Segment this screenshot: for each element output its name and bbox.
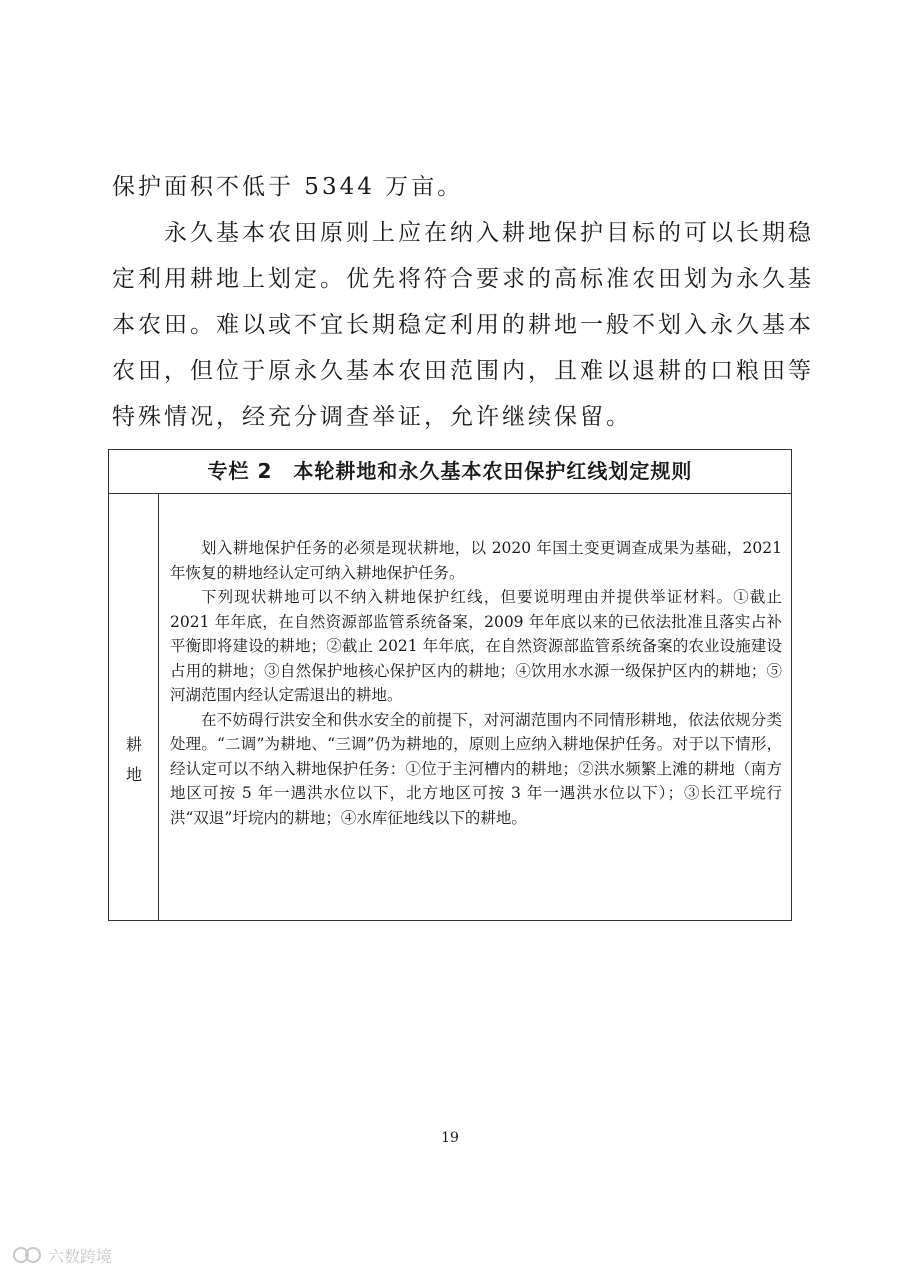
box-label-column	[109, 494, 159, 920]
box-title: 专栏 2 本轮耕地和永久基本农田保护红线划定规则	[109, 450, 791, 494]
box-paragraph-2: 下列现状耕地可以不纳入耕地保护红线，但要说明理由并提供举证材料。①截止 2021 年年底，在自然资源部监管系统备案，2009 年年底以来的已依法批准且落实占补平衡即将建设的耕地；②截止 2021 年年底，在自然资源部监管系统备案的农业设施建设占用的耕地；③自然保护地核心保护区内的耕地；④饮用水水源一级保护区内的耕地；⑤河湖范围内经认定需退出的耕地。	[170, 588, 782, 704]
body-line-1: 保护面积不低于 5344 万亩。	[112, 174, 464, 200]
box-label: 耕 地	[125, 735, 142, 784]
watermark-text: 六数跨境	[48, 1246, 113, 1266]
body-line-4: 本农田。难以或不宜长期稳定利用的耕地一般不划入永久基本	[112, 312, 814, 338]
box-paragraph-3: 在不妨碍行洪安全和供水安全的前提下，对河湖范围内不同情形耕地，依法依规分类处理。“二调”为耕地、“三调”仍为耕地的，原则上应纳入耕地保护任务。对于以下情形，经认定可以不纳入耕地保护任务：①位于主河槽内的耕地；②洪水频繁上滩的耕地（南方地区可按 5 年一遇洪水位以下，北方地区可按 3 年一遇洪水位以下）；③长江平垸行洪“双退”圩垸内的耕地；④水库征地线以下的耕地。	[170, 710, 782, 827]
watermark	[12, 1244, 112, 1266]
body-line-3: 定利用耕地上划定。优先将符合要求的高标准农田划为永久基	[112, 266, 814, 292]
box-paragraph-1: 划入耕地保护任务的必须是现状耕地，以 2020 年国土变更调查成果为基础，2021 年恢复的耕地经认定可纳入耕地保护任务。	[170, 539, 782, 582]
body-line-5: 农田，但位于原永久基本农田范围内，且难以退耕的口粮田等	[112, 358, 814, 384]
page-number: 19	[441, 1130, 459, 1146]
body-line-2: 永久基本农田原则上应在纳入耕地保护目标的可以长期稳	[112, 220, 814, 246]
body-line-6: 特殊情况，经充分调查举证，允许继续保留。	[112, 404, 632, 430]
box-content	[170, 536, 782, 830]
logo-icon	[12, 1245, 42, 1265]
